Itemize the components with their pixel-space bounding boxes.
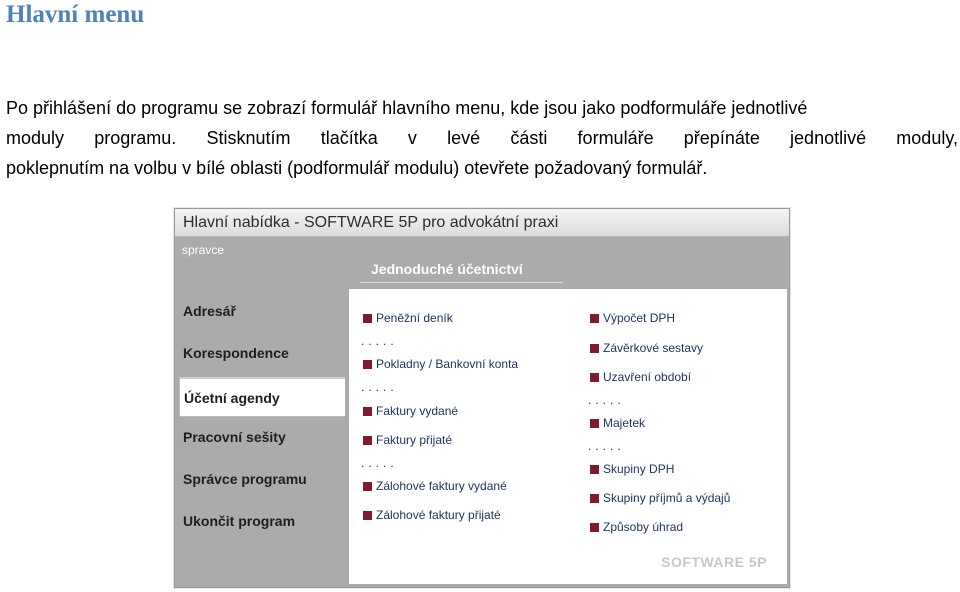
form-link-skupiny-dph[interactable]	[590, 460, 674, 478]
group-separator: .....	[361, 334, 398, 348]
module-title: Jednoduché účetnictví	[371, 261, 523, 277]
form-link-skupiny-prijmu[interactable]	[590, 489, 730, 507]
group-separator: .....	[361, 456, 398, 470]
form-link-label: Závěrkové sestavy	[603, 341, 704, 355]
form-link-label: Uzavření období	[603, 370, 692, 384]
sidebar-item-label: Ukončit program	[183, 513, 296, 529]
form-link-zaverkove-sestavy[interactable]	[590, 339, 703, 357]
form-link-label: Faktury přijaté	[376, 433, 453, 447]
intro-line-3: poklepnutím na volbu v bílé oblasti (podformulář modulu) otevřete požadovaný formulář.	[6, 158, 708, 178]
sidebar-item-label: Správce programu	[183, 471, 307, 487]
sidebar-item-pracovni-sesity[interactable]	[179, 419, 345, 455]
bullet-icon	[590, 373, 599, 382]
bullet-icon	[590, 314, 599, 323]
sidebar-item-label: Pracovní sešity	[183, 429, 286, 445]
form-link-label: Zálohové faktury vydané	[376, 479, 507, 493]
form-link-label: Zálohové faktury přijaté	[376, 508, 501, 522]
form-link-uzavreni-obdobi[interactable]	[590, 368, 691, 386]
form-link-label: Faktury vydané	[376, 404, 459, 418]
bullet-icon	[590, 344, 599, 353]
form-link-label: Výpočet DPH	[603, 311, 676, 325]
intro-line-1: Po přihlášení do programu se zobrazí formulář hlavního menu, kde jsou jako podformuláře jednotlivé	[6, 98, 808, 118]
page-title: Hlavní menu	[6, 1, 145, 28]
form-link-label: Způsoby úhrad	[603, 520, 684, 534]
bullet-icon	[590, 419, 599, 428]
form-link-label: Majetek	[603, 416, 646, 430]
main-menu-window	[174, 208, 790, 588]
intro-paragraph	[6, 93, 958, 183]
bullet-icon	[363, 314, 372, 323]
group-separator: .....	[588, 393, 625, 407]
form-link-label: Skupiny příjmů a výdajů	[603, 491, 731, 505]
intro-line-2: moduly programu. Stisknutím tlačítka v levé části formuláře přepínáte jednotlivé moduly,	[6, 128, 958, 148]
form-link-label: Pokladny / Bankovní konta	[376, 357, 519, 371]
bullet-icon	[590, 523, 599, 532]
bullet-icon	[590, 494, 599, 503]
sidebar-item-spravce-programu[interactable]	[179, 461, 345, 497]
sidebar-item-adresar[interactable]	[179, 293, 345, 329]
sidebar-item-korespondence[interactable]	[179, 335, 345, 371]
sidebar-item-ucetni-agendy[interactable]	[179, 377, 345, 417]
form-link-faktury-vydane[interactable]	[363, 402, 458, 420]
form-link-zalohove-vydane[interactable]	[363, 477, 507, 495]
window-titlebar[interactable]	[175, 209, 789, 237]
form-link-label: Peněžní deník	[376, 311, 453, 325]
logged-user-label: spravce	[182, 243, 225, 257]
form-link-majetek[interactable]	[590, 414, 645, 432]
bullet-icon	[363, 482, 372, 491]
sidebar-item-label: Adresář	[183, 303, 236, 319]
bullet-icon	[363, 407, 372, 416]
group-separator: .....	[361, 380, 398, 394]
sidebar-item-label: Účetní agendy	[184, 390, 280, 406]
form-link-vypocet-dph[interactable]	[590, 309, 675, 327]
window-title: Hlavní nabídka - SOFTWARE 5P pro advokátní praxi	[183, 214, 559, 231]
module-title-divider	[360, 282, 563, 283]
brand-logo: SOFTWARE 5P	[661, 554, 767, 570]
form-link-penezni-denik[interactable]	[363, 309, 453, 327]
form-link-zpusoby-uhrad[interactable]	[590, 518, 683, 536]
bullet-icon	[590, 465, 599, 474]
bullet-icon	[363, 436, 372, 445]
group-separator: .....	[588, 439, 625, 453]
sidebar-item-label: Korespondence	[183, 345, 289, 361]
bullet-icon	[363, 511, 372, 520]
form-link-zalohove-prijate[interactable]	[363, 506, 501, 524]
module-subform	[349, 289, 787, 584]
form-link-pokladny[interactable]	[363, 355, 518, 373]
bullet-icon	[363, 360, 372, 369]
form-link-label: Skupiny DPH	[603, 462, 675, 476]
sidebar-item-ukoncit-program[interactable]	[179, 503, 345, 539]
form-link-faktury-prijate[interactable]	[363, 431, 452, 449]
